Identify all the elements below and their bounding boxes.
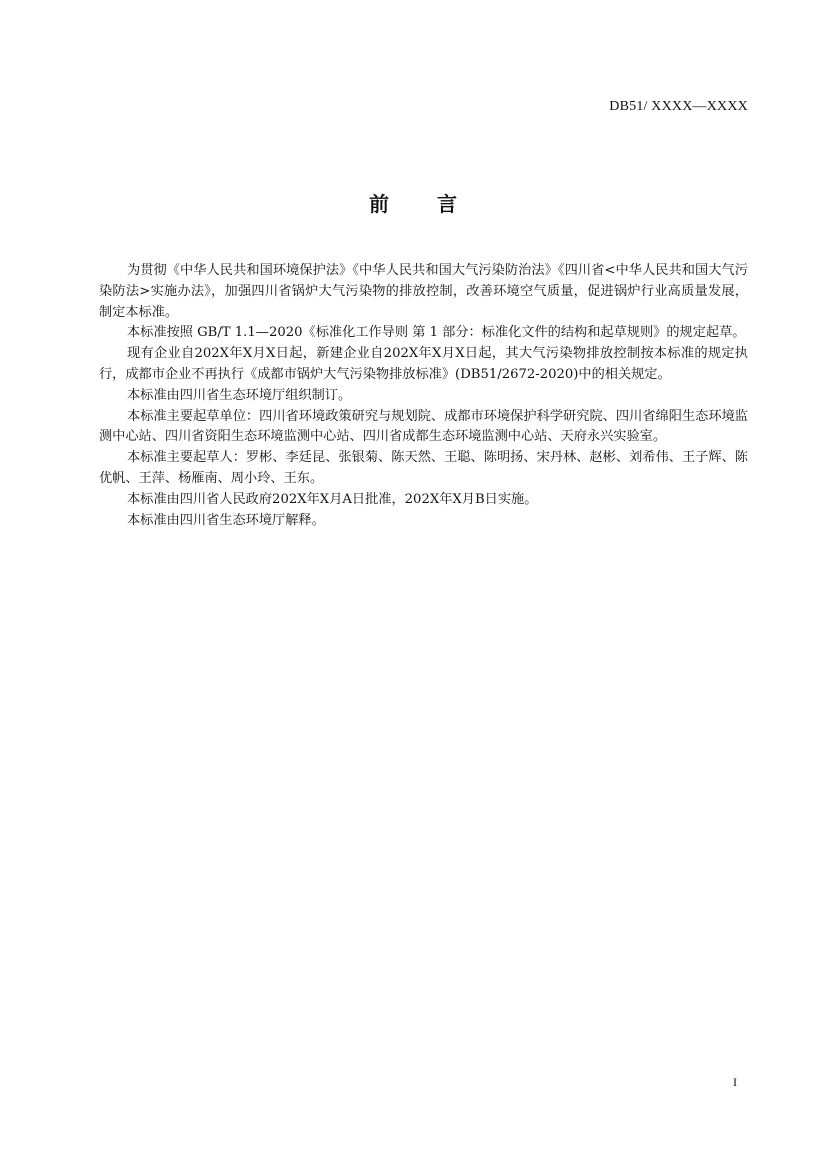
page-title: 前言 xyxy=(369,192,505,216)
foreword-body xyxy=(99,261,748,531)
paragraph-organizer: 本标准由四川省生态环境厅组织制订。 xyxy=(127,387,352,403)
paragraph-effective-dates: 现有企业自202X年X月X日起，新建企业自202X年X月X日起，其大气污染物排放控制按本标准的规定执行，成都市企业不再执行《成都市锅炉大气污染物排放标准》(DB51/2672-2020)中的相关规定。 xyxy=(99,346,748,382)
paragraph-purpose: 为贯彻《中华人民共和国环境保护法》《中华人民共和国大气污染防治法》《四川省<中华人民共和国大气污染防法>实施办法》，加强四川省锅炉大气污染物的排放控制，改善环境空气质量，促进锅炉行业高质量发展，制定本标准。 xyxy=(99,263,748,320)
paragraph-drafters: 本标准主要起草人：罗彬、李廷昆、张银菊、陈天然、王聪、陈明扬、宋丹林、赵彬、刘希伟、王子辉、陈优帆、王萍、杨雁南、周小玲、王东。 xyxy=(99,450,748,486)
paragraph-drafting-units: 本标准主要起草单位：四川省环境政策研究与规划院、成都市环境保护科学研究院、四川省绵阳生态环境监测中心站、四川省资阳生态环境监测中心站、四川省成都生态环境监测中心站、天府永兴实验室。 xyxy=(99,408,748,445)
paragraph-interpretation: 本标准由四川省生态环境厅解释。 xyxy=(127,512,325,528)
paragraph-drafting-rules: 本标准按照 GB/T 1.1—2020《标准化工作导则 第 1 部分：标准化文件的结构和起草规则》的规定起草。 xyxy=(127,325,746,341)
paragraph-approval: 本标准由四川省人民政府202X年X月A日批准，202X年X月B日实施。 xyxy=(127,491,538,507)
standard-code: DB51/ XXXX—XXXX xyxy=(609,99,748,114)
page-number: I xyxy=(733,1075,737,1089)
